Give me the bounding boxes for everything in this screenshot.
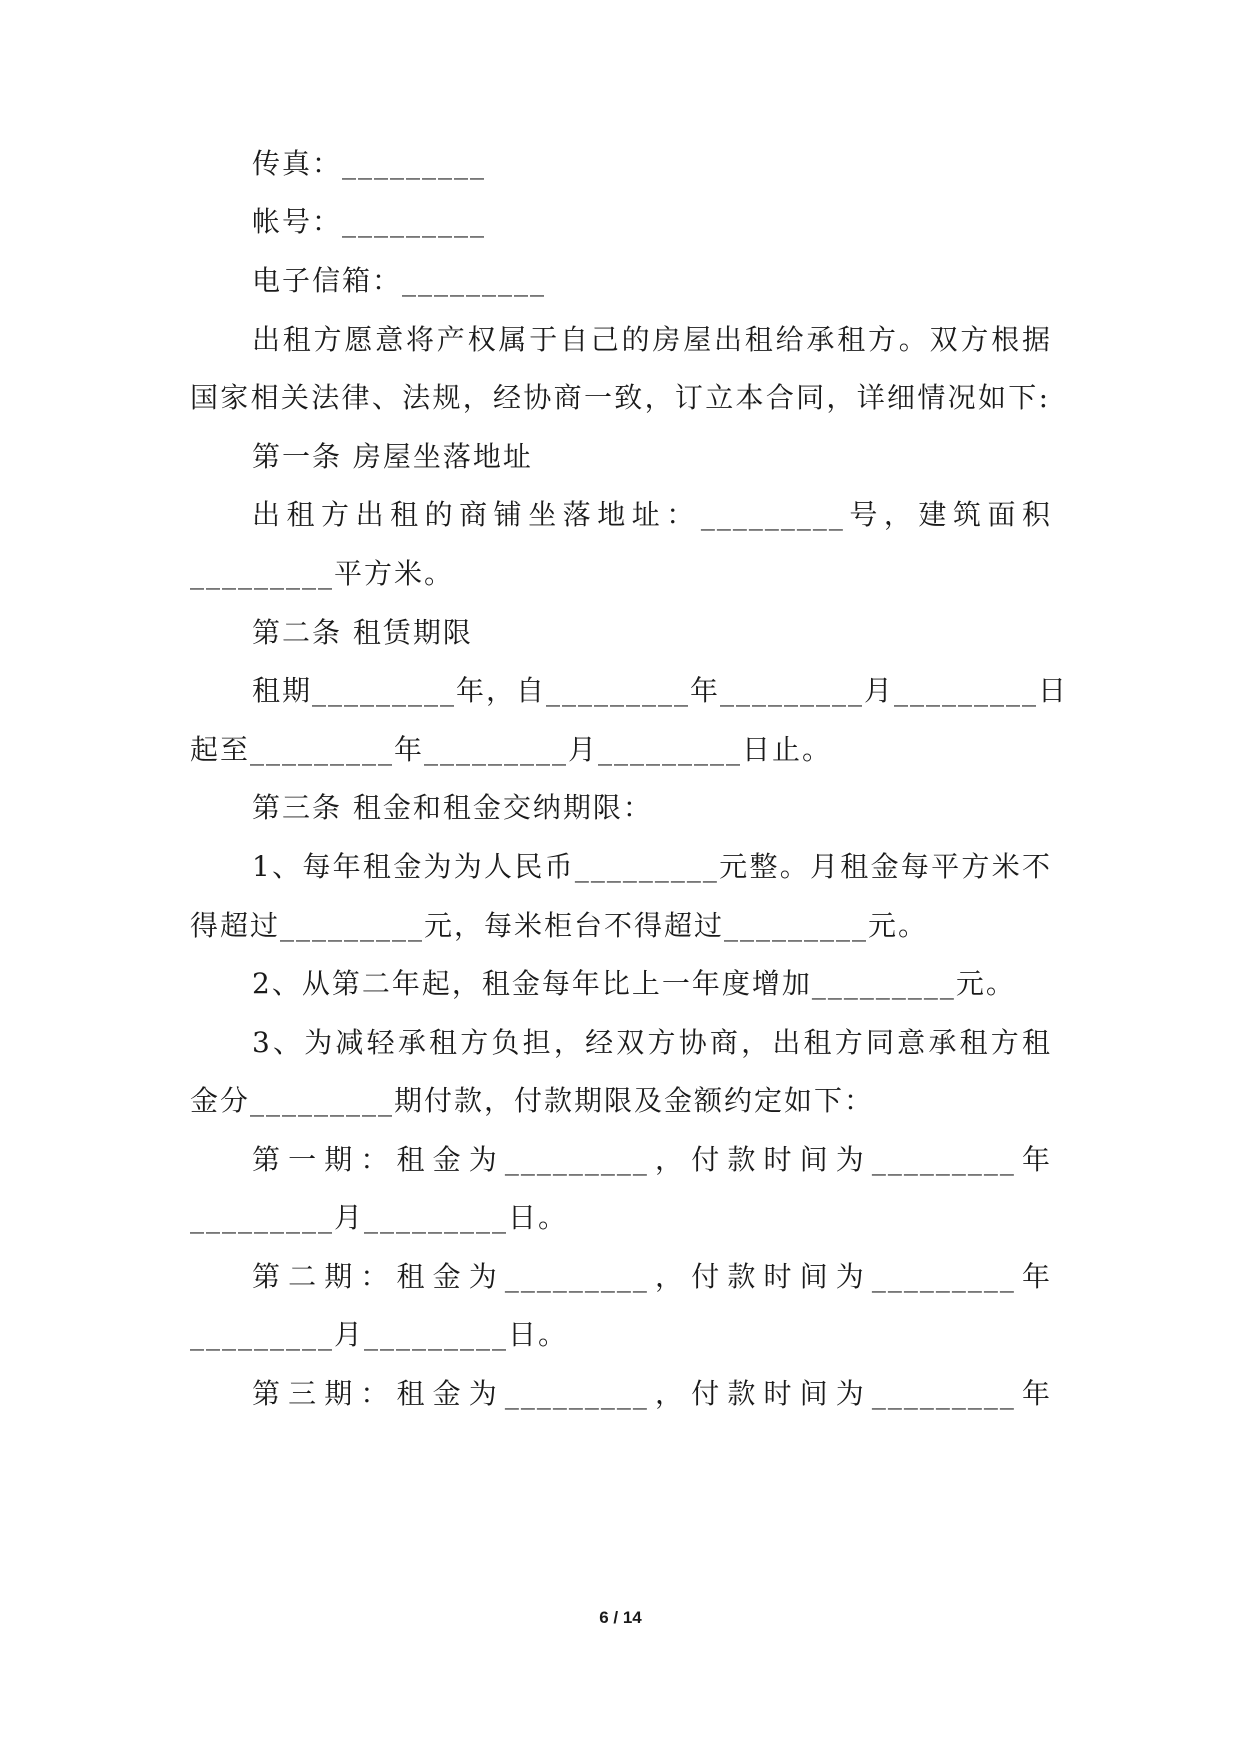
article-1-text-line-2: _________平方米。 xyxy=(190,557,455,590)
installment-2-line-2: _________月_________日。 xyxy=(190,1318,569,1351)
article-3-item-3-line-2: 金分_________期付款，付款期限及金额约定如下： xyxy=(190,1084,875,1117)
intro-paragraph-line-1: 出租方愿意将产权属于自己的房屋出租给承租方。双方根据 xyxy=(252,323,1052,356)
article-1-heading: 第一条 房屋坐落地址 xyxy=(252,440,533,473)
article-2-text-line-1: 租期_________年，自_________年_________月_________日 xyxy=(252,674,1069,707)
installment-2-line-1: 第二期：租金为_________，付款时间为_________年 xyxy=(252,1260,1052,1293)
intro-paragraph-line-2: 国家相关法律、法规，经协商一致，订立本合同，详细情况如下: xyxy=(190,381,1050,414)
article-3-item-1-line-2: 得超过_________元，每米柜台不得超过_________元。 xyxy=(190,909,929,942)
article-2-text-line-2: 起至_________年_________月_________日止。 xyxy=(190,733,833,766)
article-3-item-1-line-1: 1、每年租金为为人民币_________元整。月租金每平方米不 xyxy=(252,850,1052,883)
article-3-heading: 第三条 租金和租金交纳期限： xyxy=(252,791,653,824)
fax-line: 传真：_________ xyxy=(252,147,487,180)
installment-1-line-2: _________月_________日。 xyxy=(190,1201,569,1234)
article-1-text-line-1: 出租方出租的商铺坐落地址：_________号，建筑面积 xyxy=(252,498,1052,531)
installment-1-line-1: 第一期：租金为_________，付款时间为_________年 xyxy=(252,1143,1052,1176)
installment-3-line-1: 第三期：租金为_________，付款时间为_________年 xyxy=(252,1377,1052,1410)
account-line: 帐号：_________ xyxy=(252,205,487,238)
page-number: 6 / 14 xyxy=(599,1608,642,1627)
article-2-heading: 第二条 租赁期限 xyxy=(252,616,473,649)
email-line: 电子信箱：_________ xyxy=(252,264,547,297)
article-3-item-2: 2、从第二年起，租金每年比上一年度增加_________元。 xyxy=(252,967,1016,1000)
article-3-item-3-line-1: 3、为减轻承租方负担，经双方协商，出租方同意承租方租 xyxy=(252,1026,1052,1059)
